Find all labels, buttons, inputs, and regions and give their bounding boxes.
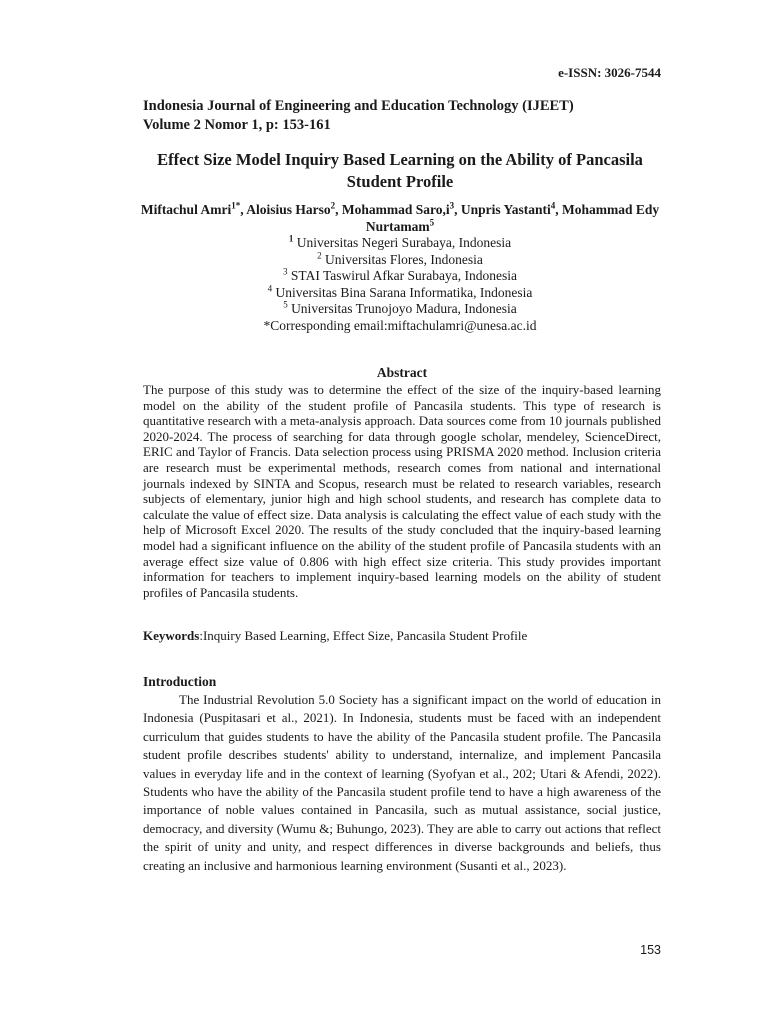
keywords-line xyxy=(143,628,527,644)
paper-title: Effect Size Model Inquiry Based Learning on the Ability of Pancasila Student Profile xyxy=(157,150,643,191)
affiliation-item: $^4$ Universitas Bina Sarana Informatika, Indonesia xyxy=(267,283,533,300)
journal-header xyxy=(143,97,574,135)
keywords-label: Keywords xyxy=(143,628,200,643)
author-name: Mohammad Edy Nurtamam xyxy=(365,202,660,234)
author-name: Mohammad Saro,i xyxy=(341,202,450,217)
affiliation-item: $^5$ Universitas Trunojoyo Madura, Indonesia xyxy=(283,299,517,316)
author-sup: 3 xyxy=(449,200,455,211)
keywords-text: :Inquiry Based Learning, Effect Size, Pancasila Student Profile xyxy=(199,628,528,643)
author-sup: 1* xyxy=(231,200,241,211)
affiliation-item: $^3$ STAI Taswirul Afkar Surabaya, Indonesia xyxy=(283,266,517,283)
author-sup: 2 xyxy=(330,200,336,211)
page-number: 153 xyxy=(640,943,661,957)
affiliation-item: $^2$ Universitas Flores, Indonesia xyxy=(317,250,483,267)
author-sup: 5 xyxy=(429,217,435,228)
author-name: Aloisius Harso xyxy=(246,202,331,217)
author-name: Unpris Yastanti xyxy=(460,202,551,217)
abstract-heading: Abstract xyxy=(376,365,428,380)
author-name: Miftachul Amri xyxy=(140,202,232,217)
introduction-heading: Introduction xyxy=(143,674,217,689)
corresponding-email: *Corresponding email:miftachulamri@unesa.ac.id xyxy=(263,317,537,333)
abstract-body: The purpose of this study was to determine the effect of the size of the inquiry-based learning model on the ability of the student profile of Pancasila students. This type of research is quantitative research with a meta-analysis approach. Data sources come from 10 journals published 2020-2024. The process of searching for data through google scholar, mendeley, ScienceDirect, ERIC and Taylor of Francis. Data selection process using PRISMA 2020 method. Inclusion criteria are research must be experimental methods, research comes from national and international journals indexed by SINTA and Scopus, research must be related to research variables, research subjects of elementary, junior high and high school students, and research has complete data to calculate the value of effect size. Data analysis is calculating the effect value of each study with the help of Microsoft Excel 2020. The results of the study concluded that the inquiry-based learning model had a significant influence on the ability of the student profile of Pancasila students with an average effect size value of 0.806 with high effect size criteria. This study provides important information for teachers to implement inquiry-based learning models on the ability of student profiles of Pancasila students. xyxy=(143,382,661,600)
author-list: Miftachul Amri$^{1*}$, Aloisius Harso$^2$, Mohammad $Saro,i^3$, Unpris Yastanti$^4$, Mohammad Edy Nurtamam$^5$ xyxy=(140,200,660,234)
affiliation-item: $^1$ Universitas Negeri Surabaya, Indonesia xyxy=(288,233,512,250)
issn-label: e-ISSN: 3026-7544 xyxy=(558,65,661,80)
author-sup: 4 xyxy=(550,200,556,211)
journal-name: Indonesia Journal of Engineering and Education Technology (IJEET) xyxy=(143,98,574,114)
introduction-body: The Industrial Revolution 5.0 Society has a significant impact on the world of education in Indonesia (Puspitasari et al., 2021). In Indonesia, students must be faced with an independent curriculum that guides students to have the ability of the Pancasila student profile. The Pancasila student profile describes students' ability to understand, internalize, and implement Pancasila values in everyday life and in the context of learning (Syofyan et al., 202; Utari & Afendi, 2022). Students who have the ability of the Pancasila student profile tend to have a high awareness of the importance of noble values contained in Pancasila, such as mutual assistance, social justice, democracy, and diversity (Wumu &; Buhungo, 2023). They are able to carry out actions that reflect the spirit of unity and unity, and respect differences in diverse backgrounds and beliefs, thus creating an inclusive and harmonious learning environment (Susanti et al., 2023). xyxy=(143,692,661,873)
journal-volume: Volume 2 Nomor 1, p: 153-161 xyxy=(143,117,331,133)
affiliation-list xyxy=(130,235,670,334)
